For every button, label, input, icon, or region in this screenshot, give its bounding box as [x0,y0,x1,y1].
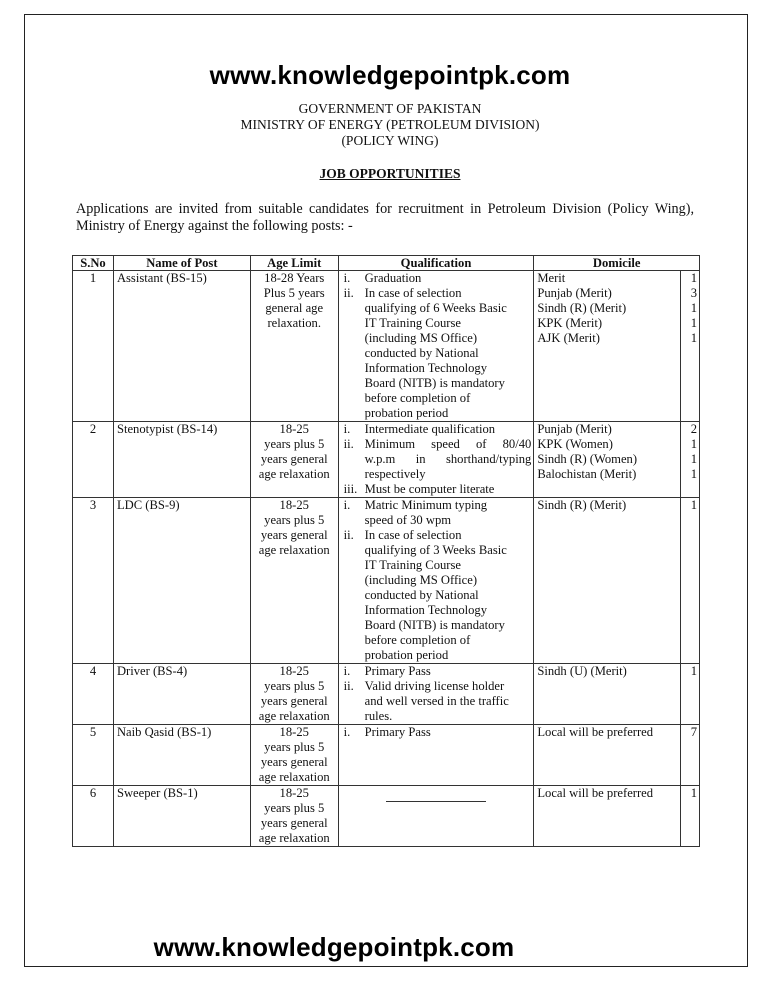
intro-paragraph: Applications are invited from suitable candidates for recruitment in Petroleum Division (Policy Wing), Ministry of Energy against the following posts: - [76,201,694,234]
cell-domicile [534,271,681,422]
qualification-line: Minimum speed of 80/40 [364,437,532,451]
domicile-line: AJK (Merit) [537,331,600,345]
qualification-text [365,528,532,663]
qualification-line: and well versed in the traffic [364,694,509,708]
cell-post: Assistant (BS-15) [113,271,250,422]
qualification-numeral: iii. [343,482,358,496]
count-line: 1 [690,498,697,512]
age-line: 18-25 [279,664,309,678]
cell-age [250,786,338,847]
domicile-line: Merit [537,271,566,285]
cell-domicile [534,786,681,847]
cell-post: Driver (BS-4) [113,664,250,725]
qualification-numeral: i. [343,498,351,512]
qualification-line: before completion of [364,633,471,647]
qualification-line: speed of 30 wpm [364,513,452,527]
qualification-line: Primary Pass [364,664,431,678]
cell-post: Sweeper (BS-1) [113,786,250,847]
table-body [73,271,700,847]
qualification-numeral: ii. [343,679,354,693]
cell-qualification [338,271,534,422]
domicile-line: Balochistan (Merit) [537,467,637,481]
qualification-item [341,437,532,482]
cell-qualification [338,725,534,786]
qualification-item [341,286,532,421]
qualification-line: Board (NITB) is mandatory [364,376,505,390]
age-line: Plus 5 years [263,286,325,300]
count-line: 1 [690,467,697,481]
qualification-item [341,482,532,497]
col-header-post: Name of Post [113,256,250,271]
qualification-item [341,498,532,528]
count-line: 1 [690,316,697,330]
qualification-line: before completion of [364,391,471,405]
age-line: years plus 5 [264,437,325,451]
age-line: age relaxation [258,709,330,723]
cell-qualification [338,664,534,725]
age-line: years plus 5 [264,801,325,815]
qualification-line: respectively [364,467,426,481]
cell-domicile [534,422,681,498]
age-line: years general [260,694,328,708]
col-header-sno: S.No [73,256,114,271]
domicile-line: Punjab (Merit) [537,422,612,436]
cell-sno: 6 [73,786,114,847]
count-line: 1 [690,437,697,451]
qualification-numeral: i. [343,422,351,436]
domicile-line: KPK (Women) [537,437,613,451]
domicile-line: Sindh (R) (Women) [537,452,638,466]
header-government: GOVERNMENT OF PAKISTAN [298,101,482,116]
qualification-line: Information Technology [364,603,488,617]
age-line: 18-25 [279,725,309,739]
qualification-item [341,528,532,663]
age-line: years general [260,452,328,466]
cell-count [681,725,700,786]
qualification-item [341,271,532,286]
qualification-line: Graduation [364,271,422,285]
cell-domicile [534,725,681,786]
qualification-text [365,679,532,724]
cell-sno: 3 [73,498,114,664]
cell-age [250,271,338,422]
age-line: 18-25 [279,422,309,436]
cell-count [681,422,700,498]
qualification-line: qualifying of 6 Weeks Basic [364,301,507,315]
cell-sno: 4 [73,664,114,725]
age-line: age relaxation [258,770,330,784]
age-line: years general [260,528,328,542]
qualification-numeral: ii. [343,528,354,542]
qualification-text [365,422,532,437]
cell-post: LDC (BS-9) [113,498,250,664]
qualification-line: Information Technology [364,361,488,375]
age-line: age relaxation [258,543,330,557]
count-line: 1 [690,786,697,800]
domicile-line: Local will be preferred [537,786,654,800]
qualification-line: rules. [364,709,393,723]
age-line: years plus 5 [264,740,325,754]
qualification-text [365,664,532,679]
cell-qualification [338,422,534,498]
cell-domicile [534,498,681,664]
age-line: age relaxation [258,831,330,845]
qualification-numeral: i. [343,725,351,739]
qualification-line: In case of selection [364,286,462,300]
qualification-text [365,498,532,528]
cell-domicile [534,664,681,725]
qualification-line: conducted by National [364,588,479,602]
domicile-line: Sindh (R) (Merit) [537,301,627,315]
cell-age [250,664,338,725]
domicile-line: Sindh (U) (Merit) [537,664,627,678]
watermark-top[interactable]: www.knowledgepointpk.com [209,60,571,90]
qualification-numeral: ii. [343,286,354,300]
cell-sno: 2 [73,422,114,498]
table-header-row [73,256,700,271]
table-row [73,271,700,422]
cell-count [681,271,700,422]
qualification-line: Primary Pass [364,725,431,739]
domicile-line: Punjab (Merit) [537,286,612,300]
cell-sno: 1 [73,271,114,422]
age-line: 18-28 Years [264,271,325,285]
domicile-line: Sindh (R) (Merit) [537,498,627,512]
qualification-line: Must be computer literate [364,482,495,496]
age-line: 18-25 [279,786,309,800]
age-line: age relaxation [258,467,330,481]
page-title: JOB OPPORTUNITIES [319,166,461,181]
count-line: 1 [690,271,697,285]
cell-count [681,664,700,725]
table-row [73,498,700,664]
cell-post: Stenotypist (BS-14) [113,422,250,498]
qualification-text [365,271,532,286]
count-line: 2 [690,422,697,436]
cell-sno: 5 [73,725,114,786]
count-line: 1 [690,664,697,678]
cell-age [250,498,338,664]
qualification-line: Intermediate qualification [364,422,496,436]
age-line: years general [260,816,328,830]
age-line: years plus 5 [264,513,325,527]
age-line: 18-25 [279,498,309,512]
qualification-line: w.p.m in shorthand/typing [364,452,532,466]
qualification-line: conducted by National [364,346,479,360]
cell-age [250,422,338,498]
table-row [73,725,700,786]
qualification-line: Valid driving license holder [364,679,505,693]
count-line: 1 [690,331,697,345]
qualification-text [365,437,532,482]
cell-age [250,725,338,786]
domicile-line: KPK (Merit) [537,316,603,330]
table-row [73,422,700,498]
header-wing: (POLICY WING) [341,133,439,148]
cell-qualification [338,498,534,664]
qualification-line: Board (NITB) is mandatory [364,618,505,632]
qualification-numeral: i. [343,271,351,285]
table-row [73,664,700,725]
qualification-item [341,725,532,740]
cell-count [681,498,700,664]
count-line: 1 [690,301,697,315]
cell-qualification [338,786,534,847]
qualification-line: (including MS Office) [364,573,478,587]
blank-line [386,801,486,802]
qualification-line: In case of selection [364,528,462,542]
age-line: general age [265,301,324,315]
count-line: 3 [690,286,697,300]
qualification-line: probation period [364,648,449,662]
qualification-item [341,422,532,437]
col-header-qualification: Qualification [338,256,534,271]
qualification-line: qualifying of 3 Weeks Basic [364,543,507,557]
qualification-numeral: i. [343,664,351,678]
qualification-line: IT Training Course [364,316,461,330]
qualification-line: (including MS Office) [364,331,478,345]
cell-count [681,786,700,847]
age-line: years general [260,755,328,769]
age-line: years plus 5 [264,679,325,693]
header-ministry: MINISTRY OF ENERGY (PETROLEUM DIVISION) [240,117,540,132]
qualification-text [365,286,532,421]
qualification-line: IT Training Course [364,558,461,572]
domicile-line: Local will be preferred [537,725,654,739]
qualification-item [341,664,532,679]
qualification-item [341,679,532,724]
table-row [73,786,700,847]
qualification-line: Matric Minimum typing [364,498,488,512]
qualification-text [365,482,532,497]
qualification-text [365,725,532,740]
count-line: 1 [690,452,697,466]
cell-post: Naib Qasid (BS-1) [113,725,250,786]
qualification-numeral: ii. [343,437,354,451]
age-line: relaxation. [267,316,321,330]
watermark-bottom[interactable]: www.knowledgepointpk.com [153,932,515,962]
col-header-age: Age Limit [250,256,338,271]
col-header-domicile: Domicile [534,256,700,271]
count-line: 7 [690,725,697,739]
jobs-table [72,255,700,847]
qualification-line: probation period [364,406,449,420]
